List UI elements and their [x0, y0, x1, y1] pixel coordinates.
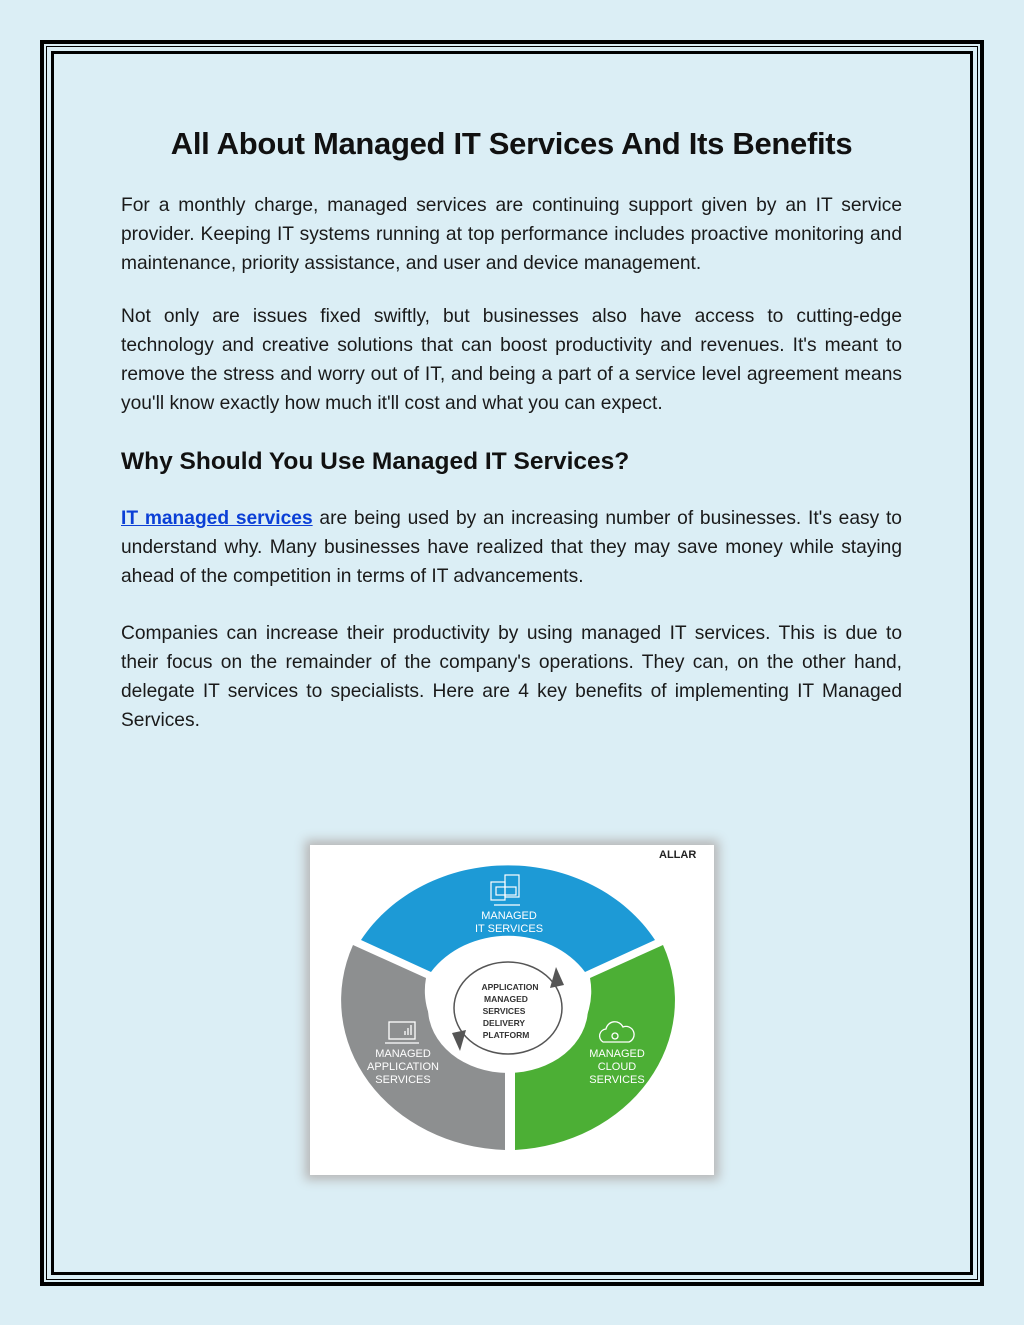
usage-paragraph — [121, 504, 902, 591]
managed-services-diagram — [310, 845, 714, 1175]
center-label-line4: DELIVERY — [482, 1018, 526, 1028]
top-label-line2: IT SERVICES — [474, 923, 544, 935]
it-managed-services-link[interactable]: IT managed services — [121, 508, 313, 529]
page-title: All About Managed IT Services And Its Benefits — [170, 126, 853, 161]
left-label-line2: APPLICATION — [367, 1061, 439, 1073]
right-label-line2: CLOUD — [597, 1061, 637, 1073]
section-heading: Why Should You Use Managed IT Services? — [121, 448, 630, 475]
article — [121, 120, 902, 735]
productivity-paragraph: Companies can increase their productivity by using managed IT services. This is due to their focus on the remainder of the company's operations. They can, on the other hand, delegate IT services to specialists. Here are 4 key benefits of implementing IT Managed Services. — [121, 623, 902, 731]
benefits-paragraph: Not only are issues fixed swiftly, but businesses also have access to cutting-edge technology and creative solutions that can boost productivity and revenues. It's meant to remove the stress and worry out of IT, and being a part of a service level agreement means you'll know exactly how much it'll cost and what you can expect. — [121, 306, 902, 414]
diagram-svg — [310, 845, 714, 1175]
intro-paragraph: For a monthly charge, managed services are continuing support given by an IT service provider. Keeping IT systems running at top performance includes proactive monitoring and maintenance, priority assistance, and user and device management. — [121, 195, 902, 274]
right-label-line1: MANAGED — [589, 1048, 645, 1060]
center-label-line2: MANAGED — [484, 994, 528, 1004]
center-label-line1: APPLICATION — [481, 982, 539, 992]
left-label-line1: MANAGED — [375, 1048, 431, 1060]
left-label-line3: SERVICES — [375, 1074, 431, 1086]
brand-logo-text: ALLAR — [659, 849, 697, 861]
usage-paragraph-text: are being used by an increasing number of businesses. It's easy to understand why. Many businesses have realized that they may save money while staying ahead of the competition in terms of IT advancements. — [121, 508, 902, 587]
top-label-line1: MANAGED — [481, 910, 537, 922]
center-label-line5: PLATFORM — [482, 1030, 530, 1040]
center-label-line3: SERVICES — [482, 1006, 526, 1016]
right-label-line3: SERVICES — [589, 1074, 645, 1086]
